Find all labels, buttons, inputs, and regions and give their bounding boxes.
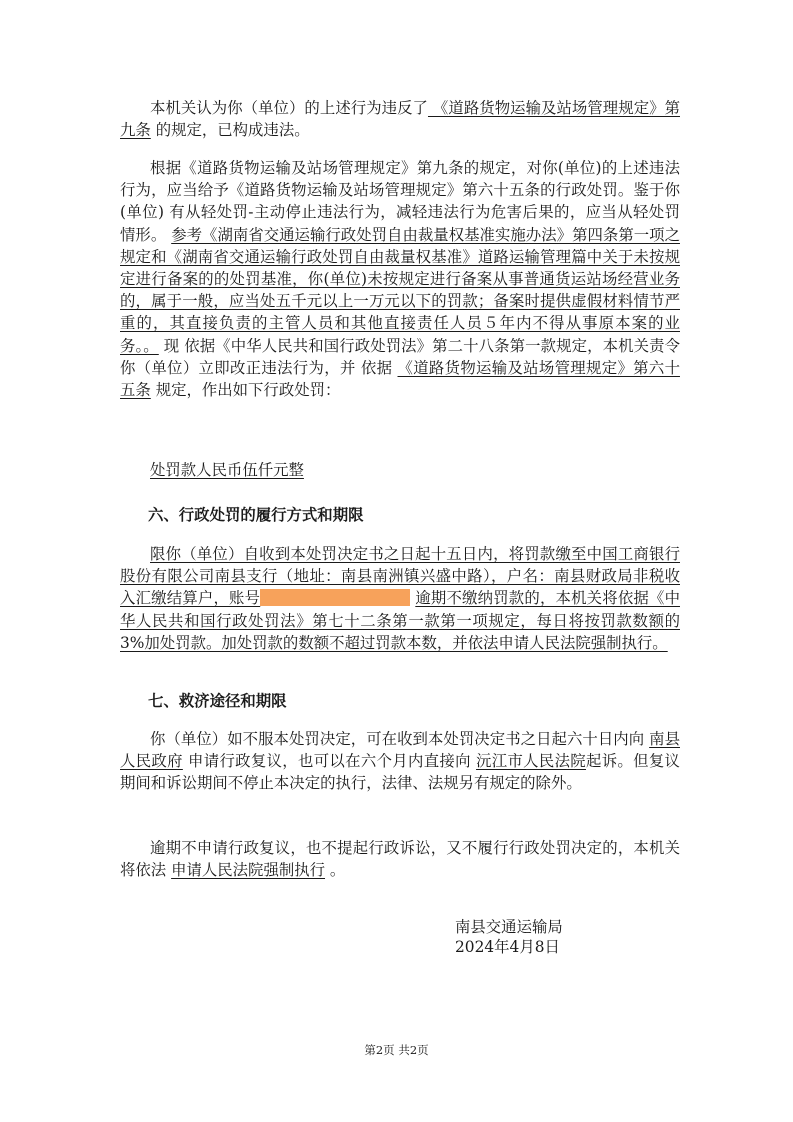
paragraph-penalty-amount — [120, 459, 680, 481]
violation-conclusion: 的规定，已构成违法。 — [150, 121, 310, 140]
enforcement-action: 申请人民法院强制执行 — [171, 861, 326, 880]
penalty-amount: 处罚款人民币伍仟元整 — [150, 461, 304, 479]
page-footer: 第2页 共2页 — [364, 1043, 429, 1057]
paragraph-payment — [120, 543, 680, 654]
paragraph-remedy — [120, 728, 680, 795]
penalty-basis-text: 根据《道路货物运输及站场管理规定》第九条的规定，对你(单位)的上述违法行为，应当给予《道路货物运输及站场管理规定》第六十五条的行政处罚。鉴于你(单位) 有从轻处罚-主动停止违法行为，减轻违法行为危害后果的，应当从轻处罚情形。 — [120, 159, 680, 244]
issuing-authority: 南县交通运输局 — [455, 918, 563, 936]
remedy-text-2: 申请行政复议，也可以在六个月内直接向 — [182, 752, 471, 771]
paragraph-penalty-basis — [120, 157, 680, 401]
redacted-account-number — [260, 589, 410, 606]
late-payment-text: 逾期不缴纳罚款的，本机关将依据《中华人民共和国行政处罚法》第七十二条第一款第一项规定，每日将按罚款数额的3%加处罚款。加处罚款的数额不超过罚款本数，并依法申请人民法院强制执行。 — [120, 589, 680, 652]
payment-instructions: 限你（单位）自收到本处罚决定书之日起十五日内，将罚款缴至中国工商银行股份有限公司南县支行（地址：南县南洲镇兴盛中路），户名：南县财政局非税收入汇缴结算户，账号 — [120, 545, 680, 608]
remedy-text-3: 起诉。但复议期间和诉讼期间不停止本决定的执行，法律、法规另有规定的除外。 — [120, 752, 680, 793]
decision-intro-text: 规定，作出如下行政处罚： — [150, 381, 341, 400]
court-name: 沅江市人民法院 — [476, 752, 587, 771]
section-7-heading: 七、救济途径和期限 — [148, 692, 287, 710]
enforcement-end: 。 — [325, 861, 346, 880]
discretion-standard-reference: 参考《湖南省交通运输行政处罚自由裁量权基准实施办法》第四条第一项之规定和《湖南省交通运输行政处罚自由裁量权基准》道路运输管理篇中关于未按规定进行备案的的处罚基准，你(单位)未按规定进行备案从事普通货运站场经营业务的，属于一般，应当处五千元以上一万元以下的罚款；备案时提供虚假材料情节严重的，其直接负责的主管人员和其他直接责任人员５年内不得从事原本案的业务。。 — [120, 225, 680, 355]
remedy-text: 你（单位）如不服本处罚决定，可在收到本处罚决定书之日起六十日内向 — [150, 730, 645, 748]
paragraph-enforcement — [120, 837, 680, 881]
enforcement-text: 逾期不申请行政复议，也不提起行政诉讼，又不履行行政处罚决定的，本机关将依法 — [120, 839, 680, 880]
section-6-heading: 六、行政处罚的履行方式和期限 — [148, 506, 364, 524]
paragraph-violation — [120, 97, 680, 141]
basis-text: 依据 — [355, 358, 398, 377]
regulation-reference: 《道路货物运输及站场管理规定》第九条 — [120, 99, 680, 140]
article-65-reference: 《道路货物运输及站场管理规定》第六十五条 — [120, 358, 680, 400]
issue-date: 2024年4月8日 — [455, 938, 560, 956]
violation-text: 本机关认为你（单位）的上述行为违反了 — [150, 99, 428, 117]
order-correction-text: 现 依据《中华人民共和国行政处罚法》第二十八条第一款规定，本机关责令你（单位）立即改正违法行为，并 — [120, 336, 680, 377]
reconsideration-authority: 南县人民政府 — [120, 730, 680, 771]
